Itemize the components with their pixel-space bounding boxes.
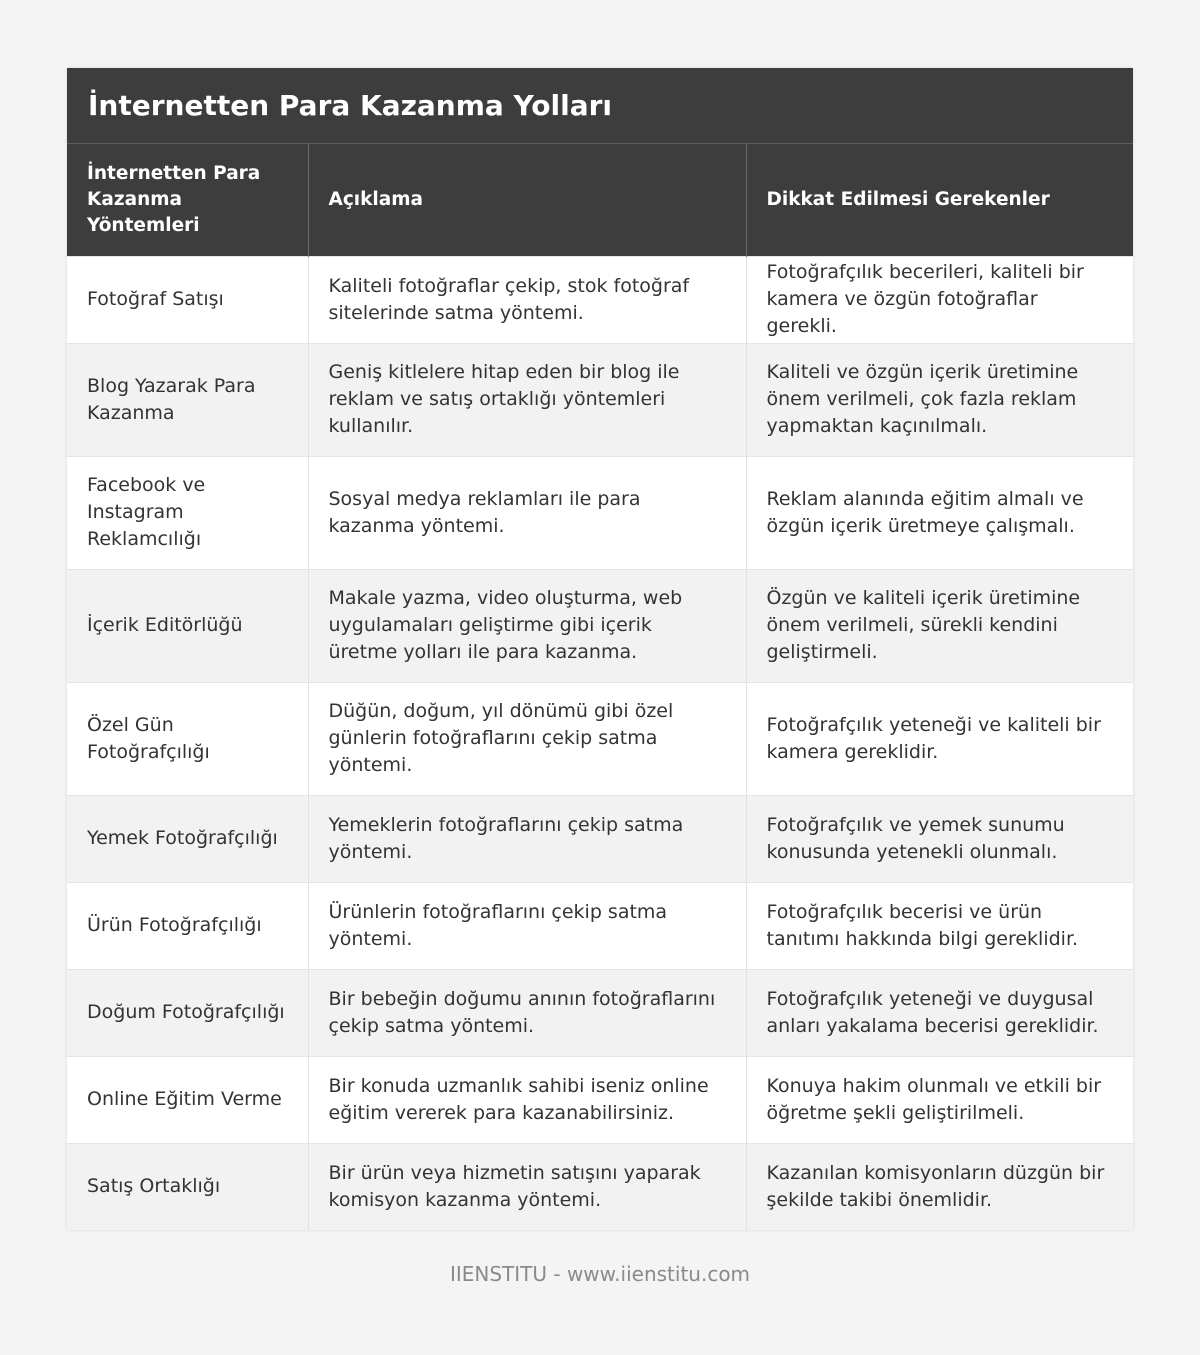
- table-row: [67, 256, 1133, 343]
- table-row: [67, 343, 1133, 456]
- cell-method: Fotoğraf Satışı: [67, 256, 308, 343]
- cell-description: Yemeklerin fotoğraflarını çekip satma yöntemi.: [308, 795, 746, 882]
- cell-method: Yemek Fotoğrafçılığı: [67, 795, 308, 882]
- table-row: [67, 795, 1133, 882]
- table-row: [67, 682, 1133, 795]
- cell-notes: Kazanılan komisyonların düzgün bir şekilde takibi önemlidir.: [746, 1143, 1133, 1230]
- cell-method: Doğum Fotoğrafçılığı: [67, 969, 308, 1056]
- cell-method: Facebook ve Instagram Reklamcılığı: [67, 456, 308, 569]
- title-bar: [67, 68, 1133, 144]
- table-row: [67, 882, 1133, 969]
- table-row: [67, 1056, 1133, 1143]
- table-row: [67, 456, 1133, 569]
- cell-notes: Reklam alanında eğitim almalı ve özgün içerik üretmeye çalışmalı.: [746, 456, 1133, 569]
- table-row: [67, 1143, 1133, 1230]
- cell-description: Bir bebeğin doğumu anının fotoğraflarını çekip satma yöntemi.: [308, 969, 746, 1056]
- table-card: [67, 68, 1133, 1230]
- cell-notes: Fotoğrafçılık becerileri, kaliteli bir kamera ve özgün fotoğraflar gerekli.: [746, 256, 1133, 343]
- cell-method: Blog Yazarak Para Kazanma: [67, 343, 308, 456]
- cell-notes: Konuya hakim olunmalı ve etkili bir öğretme şekli geliştirilmeli.: [746, 1056, 1133, 1143]
- page-title: İnternetten Para Kazanma Yolları: [88, 89, 612, 122]
- cell-description: Makale yazma, video oluşturma, web uygulamaları geliştirme gibi içerik üretme yolları ile para kazanma.: [308, 569, 746, 682]
- cell-description: Geniş kitlelere hitap eden bir blog ile reklam ve satış ortaklığı yöntemleri kullanılır.: [308, 343, 746, 456]
- cell-description: Düğün, doğum, yıl dönümü gibi özel günlerin fotoğraflarını çekip satma yöntemi.: [308, 682, 746, 795]
- column-header-description: Açıklama: [308, 144, 746, 256]
- cell-method: Özel Gün Fotoğrafçılığı: [67, 682, 308, 795]
- cell-notes: Kaliteli ve özgün içerik üretimine önem verilmeli, çok fazla reklam yapmaktan kaçınılmalı.: [746, 343, 1133, 456]
- footer-credit: IIENSTITU - www.iienstitu.com: [449, 1262, 751, 1286]
- cell-notes: Fotoğrafçılık yeteneği ve duygusal anları yakalama becerisi gereklidir.: [746, 969, 1133, 1056]
- cell-notes: Fotoğrafçılık ve yemek sunumu konusunda yetenekli olunmalı.: [746, 795, 1133, 882]
- cell-method: İçerik Editörlüğü: [67, 569, 308, 682]
- column-header-notes: Dikkat Edilmesi Gerekenler: [746, 144, 1133, 256]
- cell-description: Kaliteli fotoğraflar çekip, stok fotoğraf sitelerinde satma yöntemi.: [308, 256, 746, 343]
- cell-notes: Fotoğrafçılık becerisi ve ürün tanıtımı hakkında bilgi gereklidir.: [746, 882, 1133, 969]
- cell-description: Bir ürün veya hizmetin satışını yaparak komisyon kazanma yöntemi.: [308, 1143, 746, 1230]
- methods-table: [67, 144, 1133, 1230]
- cell-notes: Fotoğrafçılık yeteneği ve kaliteli bir kamera gereklidir.: [746, 682, 1133, 795]
- table-row: [67, 969, 1133, 1056]
- column-header-method: İnternetten Para Kazanma Yöntemleri: [67, 144, 308, 256]
- cell-method: Online Eğitim Verme: [67, 1056, 308, 1143]
- cell-description: Ürünlerin fotoğraflarını çekip satma yöntemi.: [308, 882, 746, 969]
- cell-description: Sosyal medya reklamları ile para kazanma yöntemi.: [308, 456, 746, 569]
- table-row: [67, 569, 1133, 682]
- cell-method: Satış Ortaklığı: [67, 1143, 308, 1230]
- table-header-row: [67, 144, 1133, 256]
- cell-description: Bir konuda uzmanlık sahibi iseniz online eğitim vererek para kazanabilirsiniz.: [308, 1056, 746, 1143]
- cell-notes: Özgün ve kaliteli içerik üretimine önem verilmeli, sürekli kendini geliştirmeli.: [746, 569, 1133, 682]
- cell-method: Ürün Fotoğrafçılığı: [67, 882, 308, 969]
